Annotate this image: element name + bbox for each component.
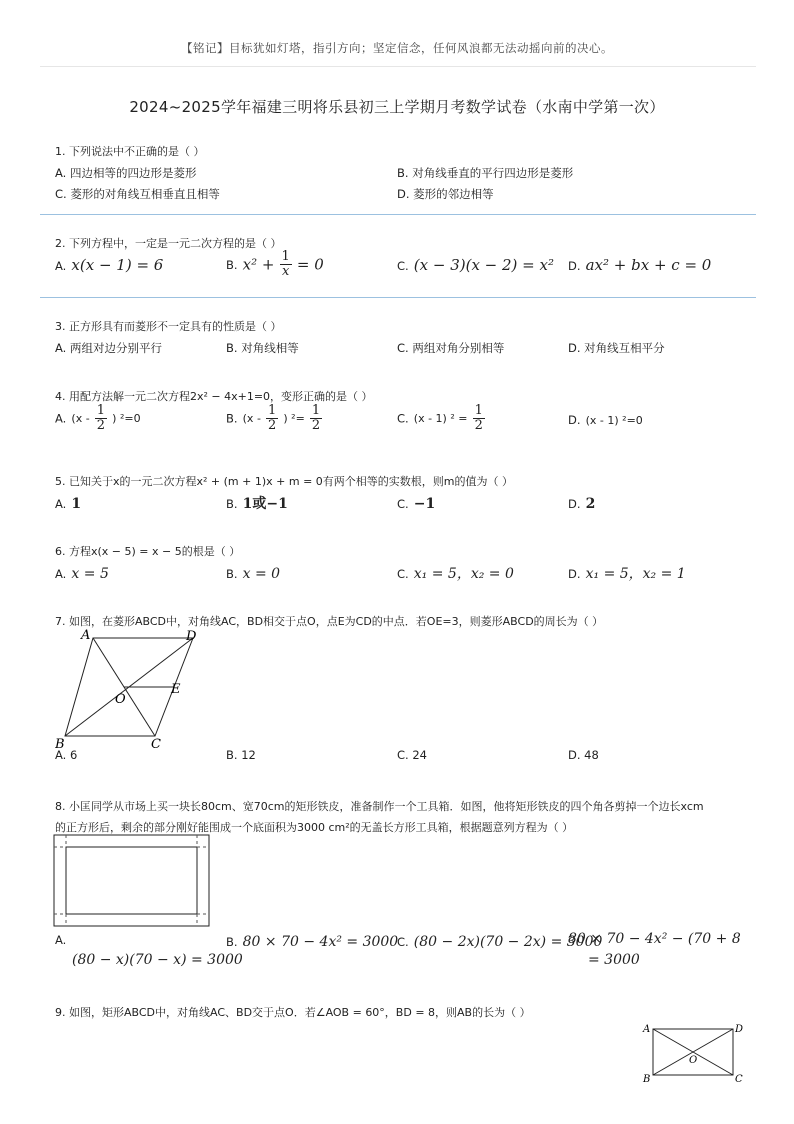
q4-a-num: 1 (96, 403, 106, 418)
q5-d-label: D. (568, 497, 581, 511)
q4-a-den: 2 (96, 418, 106, 433)
label-b: B (643, 1074, 651, 1085)
q8-c-label: C. (397, 935, 409, 949)
q2-b-num: 1 (281, 249, 290, 264)
q7-option-d: D. 48 (568, 748, 599, 762)
q6-stem: 6. 方程x(x − 5) = x − 5的根是（ ） (55, 545, 241, 558)
q2-d-label: D. (568, 259, 581, 273)
q8-a-math: (80 − x)(70 − x) = 3000 (72, 952, 243, 968)
q2-c-label: C. (397, 259, 409, 273)
q2-a-label: A. (55, 259, 67, 273)
q5-option-c (397, 493, 435, 512)
q2-b-tail: = 0 (296, 255, 324, 274)
q6-option-a (55, 563, 109, 582)
q3-option-d: D. 对角线互相平分 (568, 341, 665, 355)
q5-c-val: −1 (413, 496, 436, 512)
q4-b-label: B. (226, 411, 238, 426)
q4-option-a (55, 404, 141, 433)
motto-banner: 【铭记】目标犹如灯塔，指引方向；坚定信念，任何风浪都无法动摇向前的决心。 (181, 41, 613, 55)
q4-b-num2: 1 (311, 403, 321, 418)
q8-d-math-line1: 80 × 70 − 4x² − (70 + 8 (568, 931, 741, 947)
label-c: C (151, 737, 161, 750)
q4-b-den2: 2 (311, 418, 321, 433)
q2-stem: 2. 下列方程中，一定是一元二次方程的是（ ） (55, 237, 282, 250)
q7-stem: 7. 如图，在菱形ABCD中，对角线AC，BD相交于点O，点E为CD的中点．若OE=3，则菱形ABCD的周长为（ ） (55, 615, 604, 628)
q3-option-c: C. 两组对角分别相等 (397, 341, 505, 355)
iron-sheet-figure (53, 834, 211, 928)
q8-b-label: B. (226, 935, 238, 949)
q6-d-label: D. (568, 567, 581, 581)
q8-b-math: 80 × 70 − 4x² = 3000 (242, 934, 399, 950)
q4-b-num: 1 (268, 403, 277, 418)
q4-option-b (226, 404, 322, 433)
q6-c-label: C. (397, 567, 409, 581)
question-divider (40, 214, 756, 215)
q5-d-val: 2 (585, 496, 596, 512)
label-o: O (689, 1055, 698, 1066)
q4-a-tail: ) ²=0 (112, 412, 141, 425)
q4-d-label: D. (568, 413, 581, 427)
label-o: O (115, 692, 126, 707)
q4-b-lead: (x - (242, 412, 261, 425)
q2-d-math: ax² + bx + c = 0 (585, 256, 712, 274)
q5-a-val: 1 (71, 496, 82, 512)
label-b: B (55, 737, 65, 750)
q6-a-label: A. (55, 567, 67, 581)
label-e: E (171, 682, 181, 697)
q1-option-a: A. 四边相等的四边形是菱形 (55, 166, 197, 180)
q4-b-fraction (266, 404, 278, 433)
q5-option-b (226, 493, 288, 513)
q4-c-fraction (473, 404, 485, 433)
q4-a-label: A. (55, 411, 67, 426)
q6-d-math: x₁ = 5，x₂ = 1 (585, 566, 686, 582)
q5-option-d (568, 493, 595, 512)
q4-b-fraction-2 (310, 404, 322, 433)
label-a: A (81, 628, 91, 643)
q6-option-d (568, 563, 686, 583)
q5-b-label: B. (226, 497, 238, 511)
q2-option-a (55, 255, 163, 274)
q1-option-b: B. 对角线垂直的平行四边形是菱形 (397, 166, 574, 180)
q6-option-b (226, 563, 280, 582)
sheet-outline (54, 835, 209, 926)
q7-option-a: A. 6 (55, 748, 78, 762)
q5-b-val: 1或−1 (242, 496, 288, 512)
question-divider (40, 297, 756, 298)
q4-c-lead: (x - 1) ² = (413, 412, 468, 425)
label-a: A (643, 1024, 651, 1035)
q6-c-math: x₁ = 5，x₂ = 0 (413, 566, 514, 582)
q3-stem: 3. 正方形具有而菱形不一定具有的性质是（ ） (55, 320, 282, 333)
q5-c-label: C. (397, 497, 409, 511)
q8-stem-line2: 的正方形后，剩余的部分刚好能围成一个底面积为3000 cm²的无盖长方形工具箱，根据题意列方程为（ ） (55, 821, 574, 834)
q6-b-label: B. (226, 567, 238, 581)
q4-option-c (397, 404, 485, 433)
q4-c-den: 2 (474, 418, 483, 433)
label-d: D (186, 629, 197, 644)
q7-option-c: C. 24 (397, 748, 427, 762)
q3-option-a: A. 两组对边分别平行 (55, 341, 162, 355)
q3-option-b: B. 对角线相等 (226, 341, 299, 355)
q4-stem: 4. 用配方法解一元二次方程2x² − 4x+1=0，变形正确的是（ ） (55, 390, 373, 403)
q2-option-c (397, 255, 554, 274)
q1-option-d: D. 菱形的邻边相等 (397, 187, 494, 201)
q4-a-lead: (x - (71, 412, 90, 425)
header-divider (40, 66, 756, 67)
q2-b-lead: x² + (242, 255, 275, 274)
q4-a-fraction (95, 404, 107, 433)
q4-c-num: 1 (474, 403, 483, 418)
q1-stem: 1. 下列说法中不正确的是（ ） (55, 145, 205, 158)
q4-d-text: (x - 1) ²=0 (585, 414, 643, 427)
q4-c-label: C. (397, 411, 409, 426)
q8-option-b (226, 931, 398, 950)
q2-b-den: x (282, 264, 290, 279)
label-c: C (735, 1074, 743, 1085)
page-title: 2024~2025学年福建三明将乐县初三上学期月考数学试卷（水南中学第一次） (129, 98, 665, 116)
q1-option-c: C. 菱形的对角线互相垂直且相等 (55, 187, 220, 201)
box-base (66, 847, 197, 914)
q4-option-d (568, 409, 643, 428)
q5-a-label: A. (55, 497, 67, 511)
q8-stem-line1: 8. 小匡同学从市场上买一块长80cm、宽70cm的矩形铁皮，准备制作一个工具箱．如图，他将矩形铁皮的四个角各剪掉一个边长xcm (55, 800, 704, 813)
q8-a-label: A. (55, 933, 67, 947)
rectangle-figure (640, 1022, 746, 1086)
q8-c-math: (80 − 2x)(70 − 2x) = 3000 (413, 934, 603, 950)
q6-a-math: x = 5 (71, 566, 109, 582)
q4-b-mid: ) ²= (283, 412, 305, 425)
q5-option-a (55, 493, 81, 512)
q2-c-math: (x − 3)(x − 2) = x² (413, 256, 554, 274)
q5-stem: 5. 已知关于x的一元二次方程x² + (m + 1)x + m = 0有两个相等的实数根，则m的值为（ ） (55, 475, 513, 488)
q2-option-b (226, 250, 324, 279)
q2-b-fraction (280, 250, 292, 279)
q2-b-label: B. (226, 258, 238, 272)
q4-b-den: 2 (268, 418, 277, 433)
label-d: D (735, 1024, 744, 1035)
q8-d-math-line2: = 3000 (588, 952, 640, 968)
q6-b-math: x = 0 (242, 566, 281, 582)
q9-stem: 9. 如图，矩形ABCD中，对角线AC、BD交于点O．若∠AOB = 60°，BD = 8，则AB的长为（ ） (55, 1006, 531, 1019)
q2-a-math: x(x − 1) = 6 (71, 256, 164, 274)
q6-option-c (397, 563, 514, 583)
q7-option-b: B. 12 (226, 748, 256, 762)
rhombus-figure (55, 628, 205, 750)
q2-option-d (568, 255, 711, 274)
